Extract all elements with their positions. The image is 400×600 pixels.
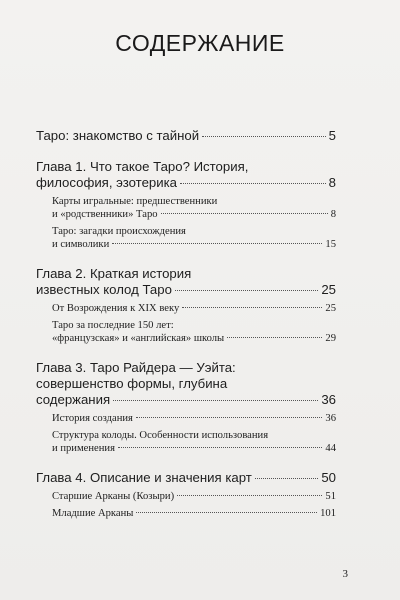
chapter-title-line-1: Глава 1. Что такое Таро? История, bbox=[36, 159, 249, 174]
subsection-list bbox=[52, 412, 336, 455]
toc-chapter-1[interactable] bbox=[36, 159, 336, 251]
toc-page-number: 101 bbox=[320, 508, 336, 519]
subsection-title-line-2: и «родственники» Таро bbox=[52, 209, 158, 220]
toc-page-number: 44 bbox=[325, 443, 336, 454]
toc-line bbox=[36, 282, 336, 298]
toc-line bbox=[52, 238, 336, 251]
toc-page-number: 50 bbox=[321, 470, 336, 485]
page-title: СОДЕРЖАНИЕ bbox=[115, 30, 285, 56]
toc-line bbox=[52, 208, 336, 221]
toc-line bbox=[36, 360, 336, 376]
chapter-title-line-2: известных колод Таро bbox=[36, 282, 172, 297]
toc-line bbox=[52, 302, 336, 315]
toc-page-number: 8 bbox=[328, 175, 336, 190]
dot-leader bbox=[118, 447, 322, 448]
toc-line bbox=[52, 412, 336, 425]
toc-line bbox=[36, 159, 336, 175]
toc-entry-title: Таро: знакомство с тайной bbox=[36, 128, 200, 143]
toc-subsection[interactable] bbox=[52, 507, 336, 520]
toc-line bbox=[36, 392, 336, 408]
chapter-title-line-1: Глава 2. Краткая история bbox=[36, 266, 192, 281]
subsection-title-line-2: «французская» и «английская» школы bbox=[52, 333, 225, 344]
dot-leader bbox=[255, 478, 318, 479]
toc-page-number: 29 bbox=[325, 333, 336, 344]
dot-leader bbox=[136, 417, 322, 418]
toc-line bbox=[36, 128, 336, 144]
dot-leader bbox=[161, 213, 328, 214]
toc-subsection[interactable] bbox=[52, 490, 336, 503]
subsection-title-line-1: Структура колоды. Особенности использования bbox=[52, 430, 269, 441]
toc-page-number: 8 bbox=[330, 209, 336, 220]
table-of-contents bbox=[36, 128, 336, 535]
chapter-title-line-1: Глава 3. Таро Райдера — Уэйта: bbox=[36, 360, 236, 375]
dot-leader bbox=[180, 183, 326, 184]
toc-page-number: 36 bbox=[321, 392, 336, 407]
toc-line bbox=[36, 266, 336, 282]
toc-line bbox=[52, 225, 336, 238]
chapter-title-line-1: Глава 4. Описание и значения карт bbox=[36, 470, 252, 485]
toc-line bbox=[52, 319, 336, 332]
toc-line bbox=[52, 332, 336, 345]
toc-page-number: 51 bbox=[325, 491, 336, 502]
chapter-title-line-2: совершенство формы, глубина bbox=[36, 376, 228, 391]
toc-chapter-4[interactable] bbox=[36, 470, 336, 520]
subsection-list bbox=[52, 490, 336, 520]
toc-line bbox=[52, 490, 336, 503]
toc-subsection[interactable] bbox=[52, 429, 336, 455]
subsection-title-line-1: Карты игральные: предшественники bbox=[52, 196, 218, 207]
toc-line bbox=[52, 507, 336, 520]
dot-leader bbox=[112, 243, 322, 244]
toc-line bbox=[52, 195, 336, 208]
subsection-list bbox=[52, 195, 336, 251]
toc-line bbox=[36, 470, 336, 486]
toc-subsection[interactable] bbox=[52, 302, 336, 315]
subsection-title-line-1: Младшие Арканы bbox=[52, 508, 134, 519]
subsection-title-line-1: Таро: загадки происхождения bbox=[52, 226, 186, 237]
chapter-title-line-3: содержания bbox=[36, 392, 111, 407]
subsection-title-line-1: Старшие Арканы (Козыри) bbox=[52, 491, 175, 502]
toc-chapter-2[interactable] bbox=[36, 266, 336, 345]
subsection-title-line-2: и применения bbox=[52, 443, 115, 454]
toc-chapter-3[interactable] bbox=[36, 360, 336, 455]
toc-page-number: 15 bbox=[325, 239, 336, 250]
toc-line bbox=[36, 376, 336, 392]
toc-page-number: 36 bbox=[325, 413, 336, 424]
toc-subsection[interactable] bbox=[52, 412, 336, 425]
toc-page-number: 25 bbox=[321, 282, 336, 297]
toc-page-number: 5 bbox=[328, 128, 336, 143]
subsection-title-line-2: и символики bbox=[52, 239, 110, 250]
subsection-title-line-1: История создания bbox=[52, 413, 133, 424]
subsection-title-line-1: Таро за последние 150 лет: bbox=[52, 320, 174, 331]
page-number: 3 bbox=[342, 568, 348, 580]
toc-entry-intro[interactable] bbox=[36, 128, 336, 144]
chapter-title-line-2: философия, эзотерика bbox=[36, 175, 177, 190]
toc-line bbox=[52, 442, 336, 455]
dot-leader bbox=[182, 307, 322, 308]
dot-leader bbox=[175, 290, 318, 291]
dot-leader bbox=[136, 512, 317, 513]
toc-subsection[interactable] bbox=[52, 319, 336, 345]
toc-subsection[interactable] bbox=[52, 225, 336, 251]
subsection-title-line-1: От Возрождения к XIX веку bbox=[52, 303, 180, 314]
dot-leader bbox=[177, 495, 322, 496]
toc-line bbox=[36, 175, 336, 191]
toc-subsection[interactable] bbox=[52, 195, 336, 221]
dot-leader bbox=[227, 337, 322, 338]
dot-leader bbox=[202, 136, 326, 137]
toc-page-number: 25 bbox=[325, 303, 336, 314]
toc-line bbox=[52, 429, 336, 442]
subsection-list bbox=[52, 302, 336, 345]
dot-leader bbox=[113, 400, 318, 401]
